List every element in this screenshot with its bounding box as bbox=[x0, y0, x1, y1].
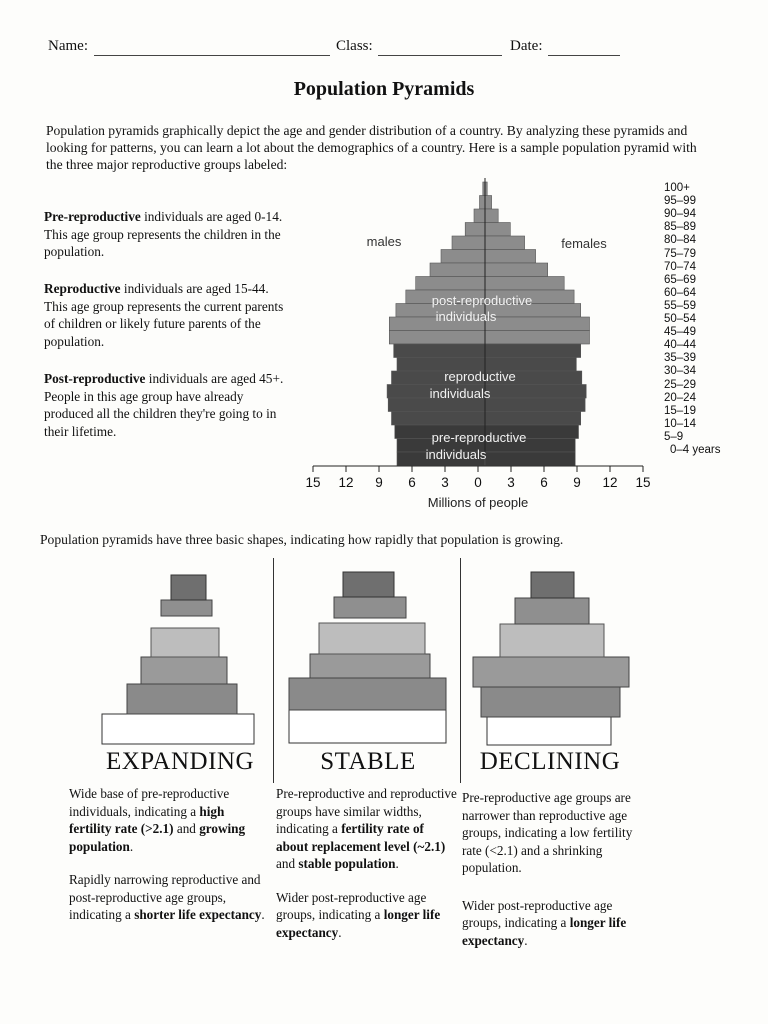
expanding-paragraph-2: Rapidly narrowing reproductive and post-reproductive age groups, indicating a shorter life expectancy. bbox=[69, 872, 265, 922]
reproductive-text: individuals are aged 15-44. This age group represents the current parents of children or likely future parents of the population. bbox=[44, 281, 284, 349]
name-label: Name: bbox=[48, 38, 88, 54]
tick-label-2: 9 bbox=[375, 475, 383, 490]
post-reproductive-band-label-1: post-reproductive bbox=[431, 293, 533, 308]
female-bar-2 bbox=[485, 209, 498, 223]
male-bar-11 bbox=[389, 331, 485, 345]
declining-bar-repro-2 bbox=[473, 657, 629, 687]
intro-paragraph: Population pyramids graphically depict the age and gender distribution of a country. By analyzing these pyramids and looking for patterns, you can learn a lot about the demographics of a country. Here is a sample population pyramid with the three major reproductive groups labeled: bbox=[46, 123, 697, 172]
age-label-4: 80–84 bbox=[664, 234, 696, 247]
expanding-bar-repro-3 bbox=[151, 628, 219, 657]
reproductive-band-label-2: individuals bbox=[429, 386, 491, 401]
male-bar-12 bbox=[394, 344, 485, 358]
expanding-description bbox=[69, 785, 267, 940]
stable-bar-repro-3 bbox=[319, 623, 425, 654]
female-bar-4 bbox=[485, 236, 525, 250]
age-label-19: 5–9 bbox=[664, 430, 684, 443]
age-label-5: 75–79 bbox=[664, 247, 696, 260]
stable-bar-repro-1 bbox=[289, 678, 446, 710]
age-label-18: 10–14 bbox=[664, 417, 696, 430]
age-label-14: 30–34 bbox=[664, 365, 696, 378]
post-reproductive-band-label-2: individuals bbox=[435, 309, 497, 324]
male-bar-3 bbox=[465, 223, 485, 237]
declining-bar-post-2 bbox=[531, 572, 574, 598]
expanding-title: EXPANDING bbox=[105, 748, 255, 775]
female-bar-3 bbox=[485, 223, 510, 237]
pre-reproductive-term: Pre-reproductive bbox=[44, 209, 141, 224]
female-bar-12 bbox=[485, 344, 581, 358]
stable-description bbox=[276, 785, 458, 957]
female-bar-20 bbox=[485, 452, 575, 466]
female-bar-11 bbox=[485, 331, 590, 345]
male-bar-1 bbox=[480, 196, 486, 210]
expanding-bar-repro-2 bbox=[141, 657, 227, 684]
class-label: Class: bbox=[336, 38, 373, 54]
expanding-bar-repro-1 bbox=[127, 684, 237, 714]
tick-label-6: 3 bbox=[507, 475, 515, 490]
expanding-bar-post-2 bbox=[171, 575, 206, 600]
female-bar-1 bbox=[485, 196, 492, 210]
male-bar-5 bbox=[441, 250, 485, 264]
expanding-bar-post-1 bbox=[161, 600, 212, 616]
age-label-3: 85–89 bbox=[664, 221, 696, 234]
post-reproductive-text: individuals are aged 45+. People in this age group have already produced all the children they're going to in their lifetime. bbox=[44, 371, 284, 439]
tick-label-7: 6 bbox=[540, 475, 548, 490]
tick-label-10: 15 bbox=[635, 475, 651, 490]
shapes-intro: Population pyramids have three basic shapes, indicating how rapidly that population is growing. bbox=[40, 532, 564, 547]
female-bar-6 bbox=[485, 263, 548, 277]
age-label-12: 40–44 bbox=[664, 339, 696, 352]
stable-title: STABLE bbox=[320, 748, 416, 775]
pre-reproductive-band-label-2: individuals bbox=[425, 447, 487, 462]
expanding-pyramid bbox=[102, 575, 254, 744]
females-label: females bbox=[561, 236, 607, 251]
post-reproductive-term: Post-reproductive bbox=[44, 371, 146, 386]
declining-description bbox=[462, 789, 652, 965]
pre-reproductive-band-label-1: pre-reproductive bbox=[431, 430, 527, 445]
reproductive-term: Reproductive bbox=[44, 281, 121, 296]
pyramid-tick-marks bbox=[313, 466, 643, 472]
tick-label-4: 3 bbox=[441, 475, 449, 490]
age-label-9: 55–59 bbox=[664, 299, 696, 312]
female-bar-15 bbox=[485, 385, 586, 399]
males-label: males bbox=[366, 234, 402, 249]
declining-bar-pre bbox=[487, 717, 611, 745]
declining-paragraph-2: Wider post-reproductive age groups, indicating a longer life expectancy. bbox=[462, 897, 627, 948]
age-label-13: 35–39 bbox=[664, 352, 696, 365]
tick-label-3: 6 bbox=[408, 475, 416, 490]
declining-bar-repro-3 bbox=[500, 624, 604, 657]
pre-reproductive-text: individuals are aged 0-14. This age group represents the children in the population. bbox=[44, 209, 283, 259]
age-label-17: 15–19 bbox=[664, 404, 696, 417]
female-bar-10 bbox=[485, 317, 590, 331]
female-bar-5 bbox=[485, 250, 536, 264]
stable-paragraph-2: Wider post-reproductive age groups, indicating a longer life expectancy. bbox=[276, 889, 441, 940]
age-label-7: 65–69 bbox=[664, 273, 696, 286]
age-label-0: 100+ bbox=[664, 182, 690, 194]
expanding-bar-pre bbox=[102, 714, 254, 744]
stable-bar-post-1 bbox=[334, 597, 406, 618]
expanding-paragraph-1: Wide base of pre-reproductive individuals, indicating a high fertility rate (>2.1) and growing population. bbox=[69, 786, 246, 854]
age-label-8: 60–64 bbox=[664, 286, 696, 299]
declining-paragraph-1: Pre-reproductive age groups are narrower than reproductive age groups, indicating a low fertility rate (<2.1) and a shrinking population. bbox=[462, 790, 633, 875]
male-bar-2 bbox=[474, 209, 485, 223]
stable-bar-pre bbox=[289, 710, 446, 743]
female-bar-16 bbox=[485, 398, 585, 412]
tick-label-0: 15 bbox=[305, 475, 321, 490]
shape-pyramids bbox=[0, 560, 768, 750]
tick-label-9: 12 bbox=[602, 475, 618, 490]
age-label-16: 20–24 bbox=[664, 391, 696, 404]
pyramid-x-axis-label: Millions of people bbox=[427, 495, 529, 510]
male-bar-7 bbox=[416, 277, 485, 291]
declining-bar-post-1 bbox=[515, 598, 589, 624]
age-label-2: 90–94 bbox=[664, 208, 696, 221]
female-bar-7 bbox=[485, 277, 564, 291]
stable-bar-repro-2 bbox=[310, 654, 430, 678]
age-label-1: 95–99 bbox=[664, 195, 696, 208]
date-label: Date: bbox=[510, 38, 543, 54]
stable-pyramid bbox=[289, 572, 446, 743]
stable-bar-post-2 bbox=[343, 572, 394, 597]
stable-paragraph-1: Pre-reproductive and reproductive groups have similar widths, indicating a fertility rate of about replacement level (~2.1) and stable population. bbox=[276, 786, 457, 871]
declining-title: DECLINING bbox=[479, 748, 621, 775]
tick-label-8: 9 bbox=[573, 475, 581, 490]
tick-label-1: 12 bbox=[338, 475, 354, 490]
female-bar-17 bbox=[485, 412, 581, 426]
age-label-6: 70–74 bbox=[664, 260, 696, 273]
reproductive-band-label-1: reproductive bbox=[444, 369, 516, 384]
declining-pyramid bbox=[473, 572, 629, 745]
tick-label-5: 0 bbox=[474, 475, 482, 490]
age-label-10: 50–54 bbox=[664, 313, 696, 325]
age-label-20: 0–4 years bbox=[670, 444, 721, 456]
page-title: Population Pyramids bbox=[293, 78, 475, 100]
declining-bar-repro-1 bbox=[481, 687, 620, 717]
male-bar-4 bbox=[452, 236, 485, 250]
male-bar-6 bbox=[430, 263, 485, 277]
male-bar-17 bbox=[392, 412, 486, 426]
age-label-11: 45–49 bbox=[664, 326, 696, 339]
age-label-15: 25–29 bbox=[664, 378, 696, 391]
